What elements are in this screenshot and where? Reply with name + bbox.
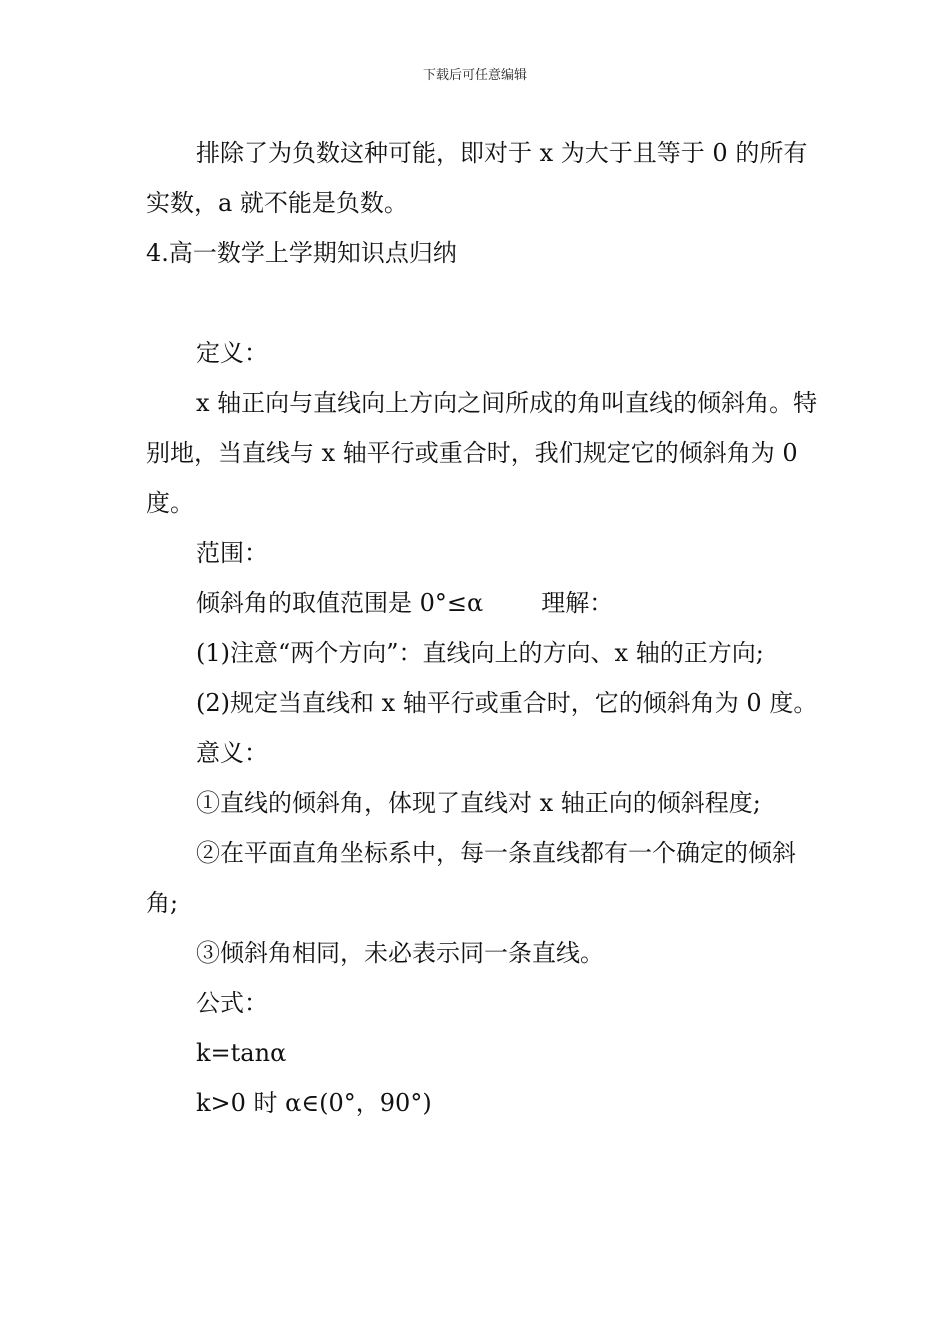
range-line bbox=[146, 578, 826, 628]
understanding-item-1: (1)注意“两个方向”：直线向上的方向、x 轴的正方向; bbox=[196, 639, 764, 667]
meaning-label: 意义： bbox=[196, 739, 268, 767]
continued-paragraph: 排除了为负数这种可能，即对于 x 为大于且等于 0 的所有实数，a 就不能是负数。 bbox=[146, 139, 808, 217]
formula-line-1: k=tanα bbox=[196, 1039, 287, 1067]
formula-line-2: k>0 时 α∈(0°，90°) bbox=[196, 1089, 432, 1117]
range-label: 范围： bbox=[196, 539, 268, 567]
section-heading: 4.高一数学上学期知识点归纳 bbox=[146, 239, 457, 267]
meaning-item-3: ③倾斜角相同，未必表示同一条直线。 bbox=[196, 939, 604, 967]
definition-label: 定义： bbox=[196, 339, 268, 367]
blank-line bbox=[146, 278, 826, 328]
understanding-label: 理解： bbox=[541, 589, 614, 617]
meaning-item-2: ②在平面直角坐标系中，每一条直线都有一个确定的倾斜角; bbox=[146, 839, 796, 917]
understanding-item-2: (2)规定当直线和 x 轴平行或重合时，它的倾斜角为 0 度。 bbox=[196, 689, 818, 717]
formula-label: 公式： bbox=[196, 989, 268, 1017]
definition-text: x 轴正向与直线向上方向之间所成的角叫直线的倾斜角。特别地，当直线与 x 轴平行或重合时，我们规定它的倾斜角为 0 度。 bbox=[146, 389, 818, 517]
meaning-item-1: ①直线的倾斜角，体现了直线对 x 轴正向的倾斜程度; bbox=[196, 789, 761, 817]
document-body bbox=[146, 128, 826, 1128]
page-header: 下载后可任意编辑 bbox=[422, 68, 527, 83]
range-text: 倾斜角的取值范围是 0°≤α bbox=[196, 589, 484, 617]
